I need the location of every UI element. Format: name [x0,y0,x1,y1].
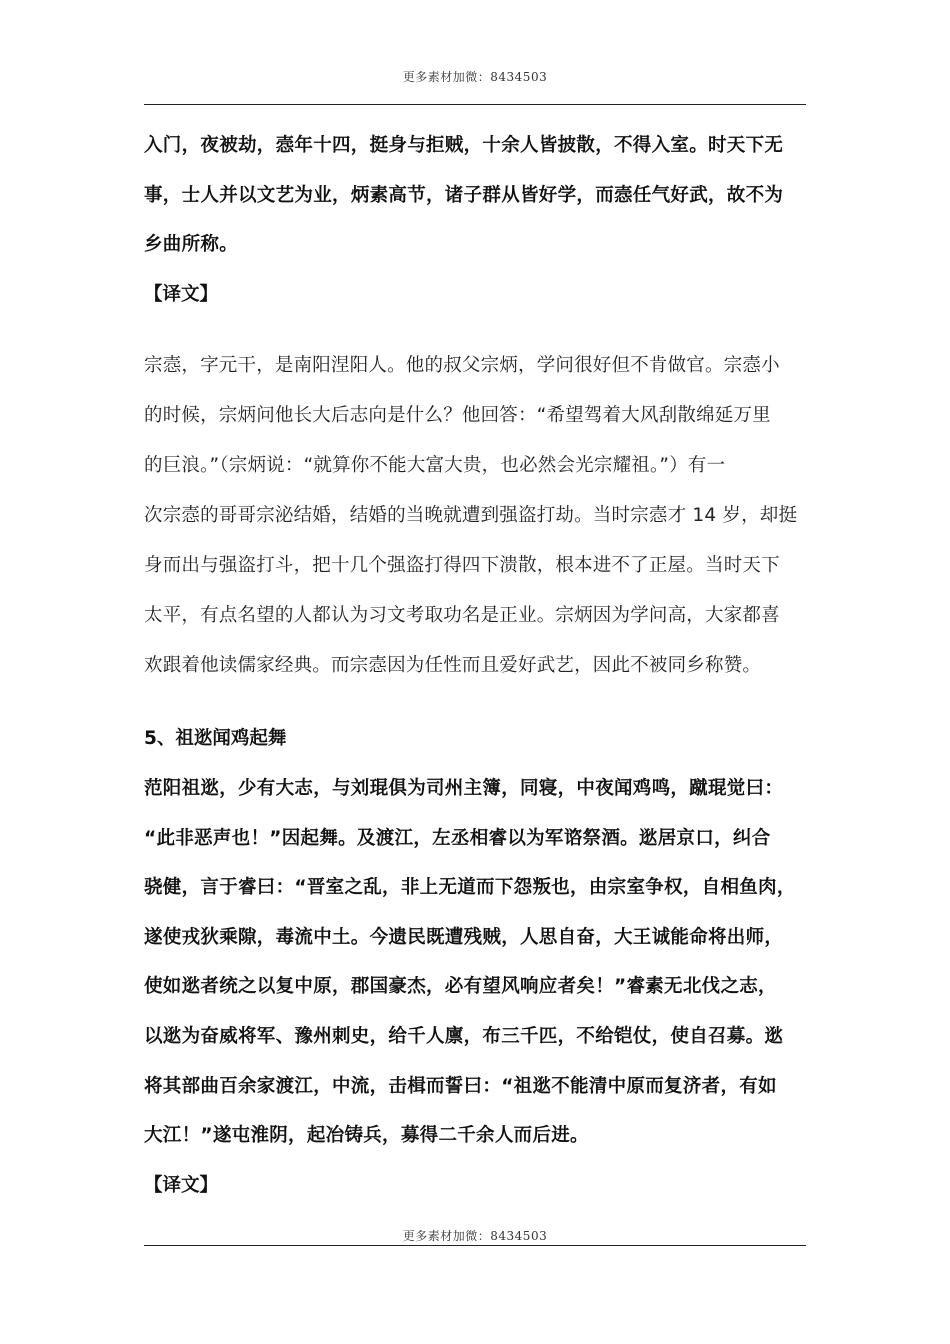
original-line: 遂使戎狄乘隙，毒流中土。今遗民既遭残贼，人思自奋，大王诚能命将出师， [144,926,784,948]
translation-line: 宗悫，字元干，是南阳涅阳人。他的叔父宗炳，学问很好但不肯做官。宗悫小 [144,355,780,377]
original-line: 入门，夜被劫，悫年十四，挺身与拒贼，十余人皆披散，不得入室。时天下无 [144,135,784,156]
translation-line: 次宗悫的哥哥宗泌结婚，结婚的当晚就遭到强盗打劫。当时宗悫才 14 岁，却挺 [144,505,798,527]
section-title: 5、祖逖闻鸡起舞 [144,728,287,750]
spacer [144,319,820,341]
footer-divider [144,1245,806,1246]
section4-translation [144,341,820,691]
translation-label: 【译文】 [144,1174,219,1196]
original-line: 大江！”遂屯淮阴，起冶铸兵，募得二千余人而后进。 [144,1125,589,1147]
spacer [144,691,820,714]
original-line: 以逖为奋威将军、豫州刺史，给千人廪，布三千匹，不给铠仗，使自召募。逖 [144,1025,784,1047]
original-line: 范阳祖逖，少有大志，与刘琨俱为司州主簿，同寝，中夜闻鸡鸣，蹴琨觉曰： [144,777,784,799]
section4-original [144,121,820,270]
header-divider [144,104,806,105]
page-header: 更多素材加微：8434503 [402,70,548,84]
page-content [144,121,820,1210]
original-line: 事，士人并以文艺为业，炳素高节，诸子群从皆好学，而悫任气好武，故不为 [144,184,784,206]
original-line: 乡曲所称。 [144,234,239,256]
original-line: “此非恶声也！”因起舞。及渡江，左丞相睿以为军谘祭酒。逖居京口，纠合 [144,827,771,849]
translation-line: 的时候，宗炳问他长大后志向是什么？他回答：“希望驾着大风刮散绵延万里 [144,405,771,427]
section5-original [144,764,820,1161]
translation-line: 太平，有点名望的人都认为习文考取功名是正业。宗炳因为学问高，大家都喜 [144,605,780,627]
page-footer: 更多素材加微：8434503 [402,1229,548,1243]
translation-line: 身而出与强盗打斗，把十几个强盗打得四下溃散，根本进不了正屋。当时天下 [144,555,780,577]
translation-line: 的巨浪。”（宗炳说：“就算你不能大富大贵，也必然会光宗耀祖。”）有一 [144,455,726,477]
original-line: 使如逖者统之以复中原，郡国豪杰，必有望风响应者矣！”睿素无北伐之志， [144,976,777,998]
translation-label: 【译文】 [144,283,219,305]
original-line: 将其部曲百余家渡江，中流，击楫而誓曰：“祖逖不能清中原而复济者，有如 [144,1075,777,1097]
original-line: 骁健，言于睿曰：“晋室之乱，非上无道而下怨叛也，由宗室争权，自相鱼肉， [144,877,796,899]
translation-line: 欢跟着他读儒家经典。而宗悫因为任性而且爱好武艺，因此不被同乡称赞。 [144,655,762,677]
